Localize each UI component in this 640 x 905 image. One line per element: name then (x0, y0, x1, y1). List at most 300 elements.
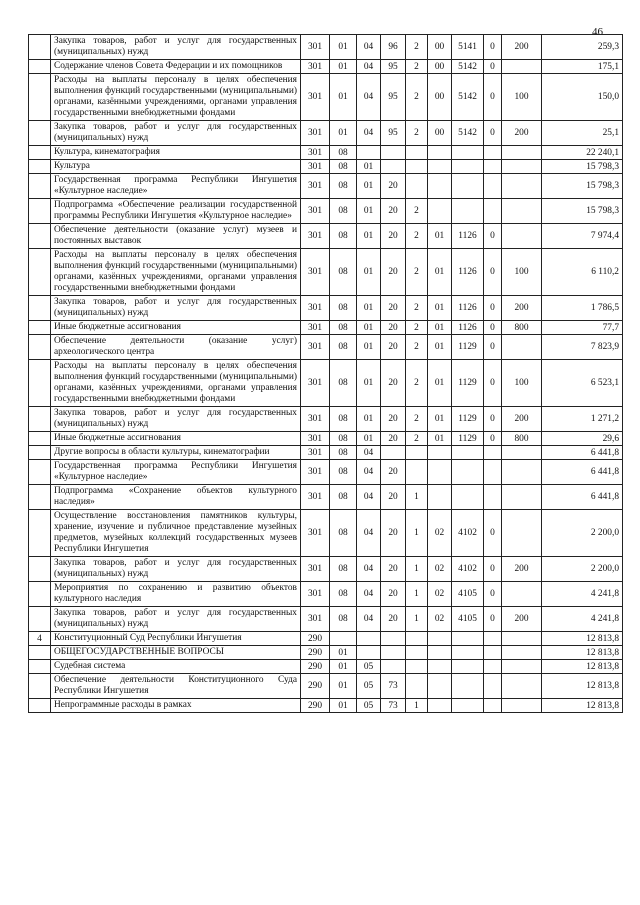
table-row (29, 674, 623, 699)
program-code-cell: 20 (381, 360, 406, 407)
subsection-code-cell: 01 (357, 407, 381, 432)
amount-cell: 29,6 (542, 432, 623, 446)
expense-name-cell: Подпрограмма «Сохранение объектов культурного наследия» (51, 485, 301, 510)
subsection-code-cell: 01 (357, 249, 381, 296)
program-code-cell (381, 446, 406, 460)
extra-code-cell: 0 (484, 582, 502, 607)
extra-code-cell (484, 446, 502, 460)
row-number-cell (29, 60, 51, 74)
section-code-cell: 08 (330, 146, 357, 160)
section-code-cell: 08 (330, 160, 357, 174)
activity-code-cell (428, 632, 452, 646)
expense-type-code-cell (502, 199, 542, 224)
program-code-cell: 73 (381, 699, 406, 713)
ministry-code-cell: 290 (301, 674, 330, 699)
program-code-cell: 95 (381, 60, 406, 74)
table-row (29, 557, 623, 582)
expense-type-code-cell (502, 632, 542, 646)
row-number-cell (29, 160, 51, 174)
page-number: 46 (592, 26, 603, 38)
expense-type-code-cell: 200 (502, 557, 542, 582)
direction-code-cell (452, 674, 484, 699)
row-number-cell (29, 432, 51, 446)
ministry-code-cell: 290 (301, 660, 330, 674)
extra-code-cell: 0 (484, 432, 502, 446)
expense-name-cell: Закупка товаров, работ и услуг для государственных (муниципальных) нужд (51, 296, 301, 321)
expense-name-cell: Государственная программа Республики Ингушетия «Культурное наследие» (51, 174, 301, 199)
table-row (29, 485, 623, 510)
section-code-cell: 08 (330, 199, 357, 224)
ministry-code-cell: 301 (301, 174, 330, 199)
amount-cell: 77,7 (542, 321, 623, 335)
subsection-code-cell (357, 146, 381, 160)
section-code-cell: 08 (330, 249, 357, 296)
direction-code-cell (452, 646, 484, 660)
subsection-code-cell: 05 (357, 699, 381, 713)
table-row (29, 74, 623, 121)
ministry-code-cell: 301 (301, 460, 330, 485)
program-code-cell: 73 (381, 674, 406, 699)
table-row (29, 660, 623, 674)
expense-name-cell: Иные бюджетные ассигнования (51, 321, 301, 335)
table-row (29, 699, 623, 713)
amount-cell: 6 441,8 (542, 485, 623, 510)
subsection-code-cell: 01 (357, 360, 381, 407)
expense-type-code-cell: 200 (502, 121, 542, 146)
subprogram-code-cell (406, 160, 428, 174)
expense-type-code-cell (502, 60, 542, 74)
expense-type-code-cell: 200 (502, 407, 542, 432)
extra-code-cell: 0 (484, 607, 502, 632)
subsection-code-cell: 05 (357, 674, 381, 699)
amount-cell: 15 798,3 (542, 160, 623, 174)
table-row (29, 60, 623, 74)
table-row (29, 296, 623, 321)
expense-type-code-cell (502, 510, 542, 557)
program-code-cell: 20 (381, 432, 406, 446)
direction-code-cell: 4102 (452, 557, 484, 582)
program-code-cell: 20 (381, 407, 406, 432)
subprogram-code-cell: 1 (406, 510, 428, 557)
extra-code-cell: 0 (484, 296, 502, 321)
ministry-code-cell: 301 (301, 510, 330, 557)
ministry-code-cell: 301 (301, 121, 330, 146)
subsection-code-cell: 04 (357, 582, 381, 607)
amount-cell: 2 200,0 (542, 557, 623, 582)
extra-code-cell (484, 699, 502, 713)
activity-code-cell (428, 174, 452, 199)
direction-code-cell (452, 660, 484, 674)
direction-code-cell (452, 485, 484, 510)
ministry-code-cell: 290 (301, 699, 330, 713)
budget-table (28, 34, 623, 713)
direction-code-cell (452, 460, 484, 485)
direction-code-cell: 1126 (452, 224, 484, 249)
subprogram-code-cell: 2 (406, 74, 428, 121)
subprogram-code-cell: 2 (406, 321, 428, 335)
direction-code-cell: 1126 (452, 296, 484, 321)
expense-name-cell: Мероприятия по сохранению и развитию объектов культурного наследия (51, 582, 301, 607)
row-number-cell (29, 174, 51, 199)
extra-code-cell: 0 (484, 60, 502, 74)
row-number-cell (29, 485, 51, 510)
direction-code-cell: 1126 (452, 321, 484, 335)
amount-cell: 1 271,2 (542, 407, 623, 432)
activity-code-cell (428, 160, 452, 174)
expense-type-code-cell (502, 485, 542, 510)
row-number-cell (29, 660, 51, 674)
amount-cell: 6 110,2 (542, 249, 623, 296)
expense-type-code-cell (502, 146, 542, 160)
subprogram-code-cell: 2 (406, 296, 428, 321)
subprogram-code-cell: 1 (406, 557, 428, 582)
expense-name-cell: Закупка товаров, работ и услуг для государственных (муниципальных) нужд (51, 121, 301, 146)
direction-code-cell: 1129 (452, 432, 484, 446)
ministry-code-cell: 301 (301, 296, 330, 321)
expense-type-code-cell: 200 (502, 607, 542, 632)
expense-type-code-cell (502, 224, 542, 249)
section-code-cell: 08 (330, 460, 357, 485)
direction-code-cell: 1129 (452, 335, 484, 360)
extra-code-cell: 0 (484, 407, 502, 432)
activity-code-cell (428, 646, 452, 660)
table-row (29, 407, 623, 432)
table-row (29, 35, 623, 60)
subsection-code-cell: 01 (357, 321, 381, 335)
expense-name-cell: Непрограммные расходы в рамках (51, 699, 301, 713)
subprogram-code-cell: 2 (406, 199, 428, 224)
program-code-cell: 20 (381, 582, 406, 607)
direction-code-cell (452, 160, 484, 174)
subsection-code-cell: 04 (357, 510, 381, 557)
activity-code-cell: 01 (428, 224, 452, 249)
expense-type-code-cell: 100 (502, 360, 542, 407)
amount-cell: 4 241,8 (542, 607, 623, 632)
expense-name-cell: Культура (51, 160, 301, 174)
subsection-code-cell: 01 (357, 160, 381, 174)
row-number-cell (29, 224, 51, 249)
table-row (29, 335, 623, 360)
amount-cell: 12 813,8 (542, 699, 623, 713)
activity-code-cell (428, 199, 452, 224)
subprogram-code-cell (406, 674, 428, 699)
row-number-cell (29, 407, 51, 432)
expense-name-cell: Закупка товаров, работ и услуг для государственных (муниципальных) нужд (51, 607, 301, 632)
direction-code-cell (452, 699, 484, 713)
table-row (29, 160, 623, 174)
expense-type-code-cell: 100 (502, 249, 542, 296)
table-row (29, 582, 623, 607)
subprogram-code-cell: 2 (406, 335, 428, 360)
activity-code-cell: 01 (428, 296, 452, 321)
expense-name-cell: Содержание членов Совета Федерации и их помощников (51, 60, 301, 74)
extra-code-cell: 0 (484, 121, 502, 146)
ministry-code-cell: 301 (301, 74, 330, 121)
amount-cell: 150,0 (542, 74, 623, 121)
subsection-code-cell: 04 (357, 35, 381, 60)
subprogram-code-cell: 1 (406, 485, 428, 510)
expense-type-code-cell (502, 160, 542, 174)
ministry-code-cell: 301 (301, 446, 330, 460)
subprogram-code-cell: 2 (406, 60, 428, 74)
activity-code-cell: 01 (428, 432, 452, 446)
ministry-code-cell: 301 (301, 557, 330, 582)
activity-code-cell: 01 (428, 407, 452, 432)
activity-code-cell (428, 446, 452, 460)
section-code-cell: 08 (330, 224, 357, 249)
amount-cell: 175,1 (542, 60, 623, 74)
ministry-code-cell: 301 (301, 360, 330, 407)
program-code-cell (381, 646, 406, 660)
subprogram-code-cell: 2 (406, 432, 428, 446)
program-code-cell: 20 (381, 321, 406, 335)
program-code-cell: 20 (381, 224, 406, 249)
program-code-cell: 20 (381, 199, 406, 224)
program-code-cell: 20 (381, 607, 406, 632)
table-row (29, 646, 623, 660)
row-number-cell (29, 607, 51, 632)
amount-cell: 2 200,0 (542, 510, 623, 557)
direction-code-cell (452, 174, 484, 199)
row-number-cell (29, 674, 51, 699)
amount-cell: 6 523,1 (542, 360, 623, 407)
section-code-cell: 08 (330, 485, 357, 510)
ministry-code-cell: 301 (301, 407, 330, 432)
section-code-cell: 08 (330, 582, 357, 607)
row-number-cell (29, 74, 51, 121)
expense-name-cell: Другие вопросы в области культуры, кинематографии (51, 446, 301, 460)
expense-type-code-cell: 800 (502, 321, 542, 335)
direction-code-cell: 4102 (452, 510, 484, 557)
expense-name-cell: Обеспечение деятельности (оказание услуг) музеев и постоянных выставок (51, 224, 301, 249)
section-code-cell: 08 (330, 174, 357, 199)
subprogram-code-cell: 2 (406, 249, 428, 296)
expense-name-cell: Судебная система (51, 660, 301, 674)
section-code-cell: 08 (330, 407, 357, 432)
extra-code-cell: 0 (484, 35, 502, 60)
extra-code-cell: 0 (484, 557, 502, 582)
subsection-code-cell: 01 (357, 224, 381, 249)
expense-type-code-cell (502, 699, 542, 713)
section-code-cell: 01 (330, 699, 357, 713)
activity-code-cell: 00 (428, 74, 452, 121)
extra-code-cell (484, 646, 502, 660)
amount-cell: 15 798,3 (542, 199, 623, 224)
activity-code-cell: 01 (428, 249, 452, 296)
table-row (29, 607, 623, 632)
ministry-code-cell: 301 (301, 335, 330, 360)
expense-type-code-cell: 100 (502, 74, 542, 121)
expense-name-cell: Конституционный Суд Республики Ингушетия (51, 632, 301, 646)
ministry-code-cell: 301 (301, 60, 330, 74)
amount-cell: 6 441,8 (542, 446, 623, 460)
activity-code-cell (428, 699, 452, 713)
amount-cell: 15 798,3 (542, 174, 623, 199)
expense-type-code-cell (502, 335, 542, 360)
extra-code-cell: 0 (484, 510, 502, 557)
activity-code-cell: 02 (428, 557, 452, 582)
expense-name-cell: Расходы на выплаты персоналу в целях обеспечения выполнения функций государственными (муниципальными) органами, казённых учреждениями, органами управления государственными внебюджетными фондами (51, 360, 301, 407)
expense-name-cell: Государственная программа Республики Ингушетия «Культурное наследие» (51, 460, 301, 485)
amount-cell: 6 441,8 (542, 460, 623, 485)
table-row (29, 199, 623, 224)
ministry-code-cell: 290 (301, 632, 330, 646)
row-number-cell (29, 582, 51, 607)
direction-code-cell: 4105 (452, 607, 484, 632)
section-code-cell: 01 (330, 121, 357, 146)
section-code-cell: 01 (330, 60, 357, 74)
row-number-cell (29, 699, 51, 713)
section-code-cell: 01 (330, 35, 357, 60)
direction-code-cell: 1129 (452, 360, 484, 407)
extra-code-cell: 0 (484, 249, 502, 296)
subsection-code-cell (357, 632, 381, 646)
expense-name-cell: Обеспечение деятельности Конституционного Суда Республики Ингушетия (51, 674, 301, 699)
program-code-cell: 95 (381, 121, 406, 146)
ministry-code-cell: 301 (301, 199, 330, 224)
extra-code-cell: 0 (484, 224, 502, 249)
amount-cell: 12 813,8 (542, 646, 623, 660)
activity-code-cell: 02 (428, 607, 452, 632)
subsection-code-cell: 04 (357, 485, 381, 510)
subsection-code-cell: 01 (357, 199, 381, 224)
subprogram-code-cell: 2 (406, 224, 428, 249)
ministry-code-cell: 301 (301, 160, 330, 174)
expense-type-code-cell: 800 (502, 432, 542, 446)
section-code-cell: 08 (330, 335, 357, 360)
extra-code-cell: 0 (484, 321, 502, 335)
table-row (29, 432, 623, 446)
activity-code-cell: 01 (428, 335, 452, 360)
subprogram-code-cell (406, 632, 428, 646)
direction-code-cell (452, 199, 484, 224)
row-number-cell (29, 296, 51, 321)
table-row (29, 460, 623, 485)
ministry-code-cell: 301 (301, 224, 330, 249)
expense-name-cell: Обеспечение деятельности (оказание услуг) археологического центра (51, 335, 301, 360)
subsection-code-cell (357, 646, 381, 660)
extra-code-cell (484, 485, 502, 510)
ministry-code-cell: 301 (301, 582, 330, 607)
activity-code-cell: 00 (428, 121, 452, 146)
amount-cell: 12 813,8 (542, 660, 623, 674)
row-number-cell (29, 321, 51, 335)
row-number-cell (29, 557, 51, 582)
subsection-code-cell: 05 (357, 660, 381, 674)
table-row (29, 360, 623, 407)
subsection-code-cell: 01 (357, 174, 381, 199)
table-row (29, 510, 623, 557)
row-number-cell (29, 35, 51, 60)
program-code-cell: 20 (381, 335, 406, 360)
extra-code-cell (484, 460, 502, 485)
section-code-cell: 08 (330, 321, 357, 335)
table-row (29, 174, 623, 199)
expense-type-code-cell (502, 460, 542, 485)
section-code-cell: 08 (330, 510, 357, 557)
direction-code-cell (452, 632, 484, 646)
activity-code-cell (428, 460, 452, 485)
direction-code-cell: 5142 (452, 60, 484, 74)
row-number-cell (29, 460, 51, 485)
row-number-cell (29, 146, 51, 160)
ministry-code-cell: 301 (301, 321, 330, 335)
expense-name-cell: ОБЩЕГОСУДАРСТВЕННЫЕ ВОПРОСЫ (51, 646, 301, 660)
subprogram-code-cell (406, 460, 428, 485)
expense-type-code-cell (502, 174, 542, 199)
activity-code-cell: 01 (428, 321, 452, 335)
extra-code-cell: 0 (484, 74, 502, 121)
table-row (29, 121, 623, 146)
subsection-code-cell: 01 (357, 296, 381, 321)
subprogram-code-cell (406, 174, 428, 199)
expense-type-code-cell: 200 (502, 35, 542, 60)
expense-name-cell: Культура, кинематография (51, 146, 301, 160)
expense-type-code-cell (502, 646, 542, 660)
ministry-code-cell: 290 (301, 646, 330, 660)
activity-code-cell: 00 (428, 60, 452, 74)
subprogram-code-cell: 1 (406, 582, 428, 607)
extra-code-cell (484, 199, 502, 224)
amount-cell: 4 241,8 (542, 582, 623, 607)
table-row (29, 321, 623, 335)
subprogram-code-cell: 1 (406, 607, 428, 632)
row-number-cell (29, 121, 51, 146)
subprogram-code-cell (406, 146, 428, 160)
ministry-code-cell: 301 (301, 35, 330, 60)
section-code-cell: 08 (330, 607, 357, 632)
direction-code-cell: 5142 (452, 121, 484, 146)
subsection-code-cell: 04 (357, 460, 381, 485)
ministry-code-cell: 301 (301, 485, 330, 510)
subprogram-code-cell: 1 (406, 699, 428, 713)
direction-code-cell: 1126 (452, 249, 484, 296)
expense-type-code-cell: 200 (502, 296, 542, 321)
row-number-cell (29, 360, 51, 407)
row-number-cell (29, 446, 51, 460)
program-code-cell: 20 (381, 296, 406, 321)
row-number-cell (29, 249, 51, 296)
subsection-code-cell: 01 (357, 432, 381, 446)
program-code-cell: 20 (381, 510, 406, 557)
subsection-code-cell: 04 (357, 446, 381, 460)
expense-name-cell: Расходы на выплаты персоналу в целях обеспечения выполнения функций государственными (муниципальными) органами, казённых учреждениями, органами управления государственными внебюджетными фондами (51, 249, 301, 296)
expense-type-code-cell (502, 582, 542, 607)
table-row (29, 249, 623, 296)
program-code-cell: 20 (381, 460, 406, 485)
expense-type-code-cell (502, 674, 542, 699)
section-code-cell: 08 (330, 360, 357, 407)
subprogram-code-cell (406, 646, 428, 660)
expense-type-code-cell (502, 660, 542, 674)
table-row (29, 146, 623, 160)
ministry-code-cell: 301 (301, 249, 330, 296)
subprogram-code-cell: 2 (406, 407, 428, 432)
subsection-code-cell: 04 (357, 557, 381, 582)
program-code-cell (381, 660, 406, 674)
row-number-cell (29, 199, 51, 224)
program-code-cell (381, 146, 406, 160)
section-code-cell (330, 632, 357, 646)
subprogram-code-cell (406, 660, 428, 674)
subsection-code-cell: 04 (357, 607, 381, 632)
activity-code-cell (428, 660, 452, 674)
row-number-cell: 4 (29, 632, 51, 646)
table-row (29, 632, 623, 646)
activity-code-cell (428, 146, 452, 160)
extra-code-cell (484, 632, 502, 646)
extra-code-cell: 0 (484, 360, 502, 407)
